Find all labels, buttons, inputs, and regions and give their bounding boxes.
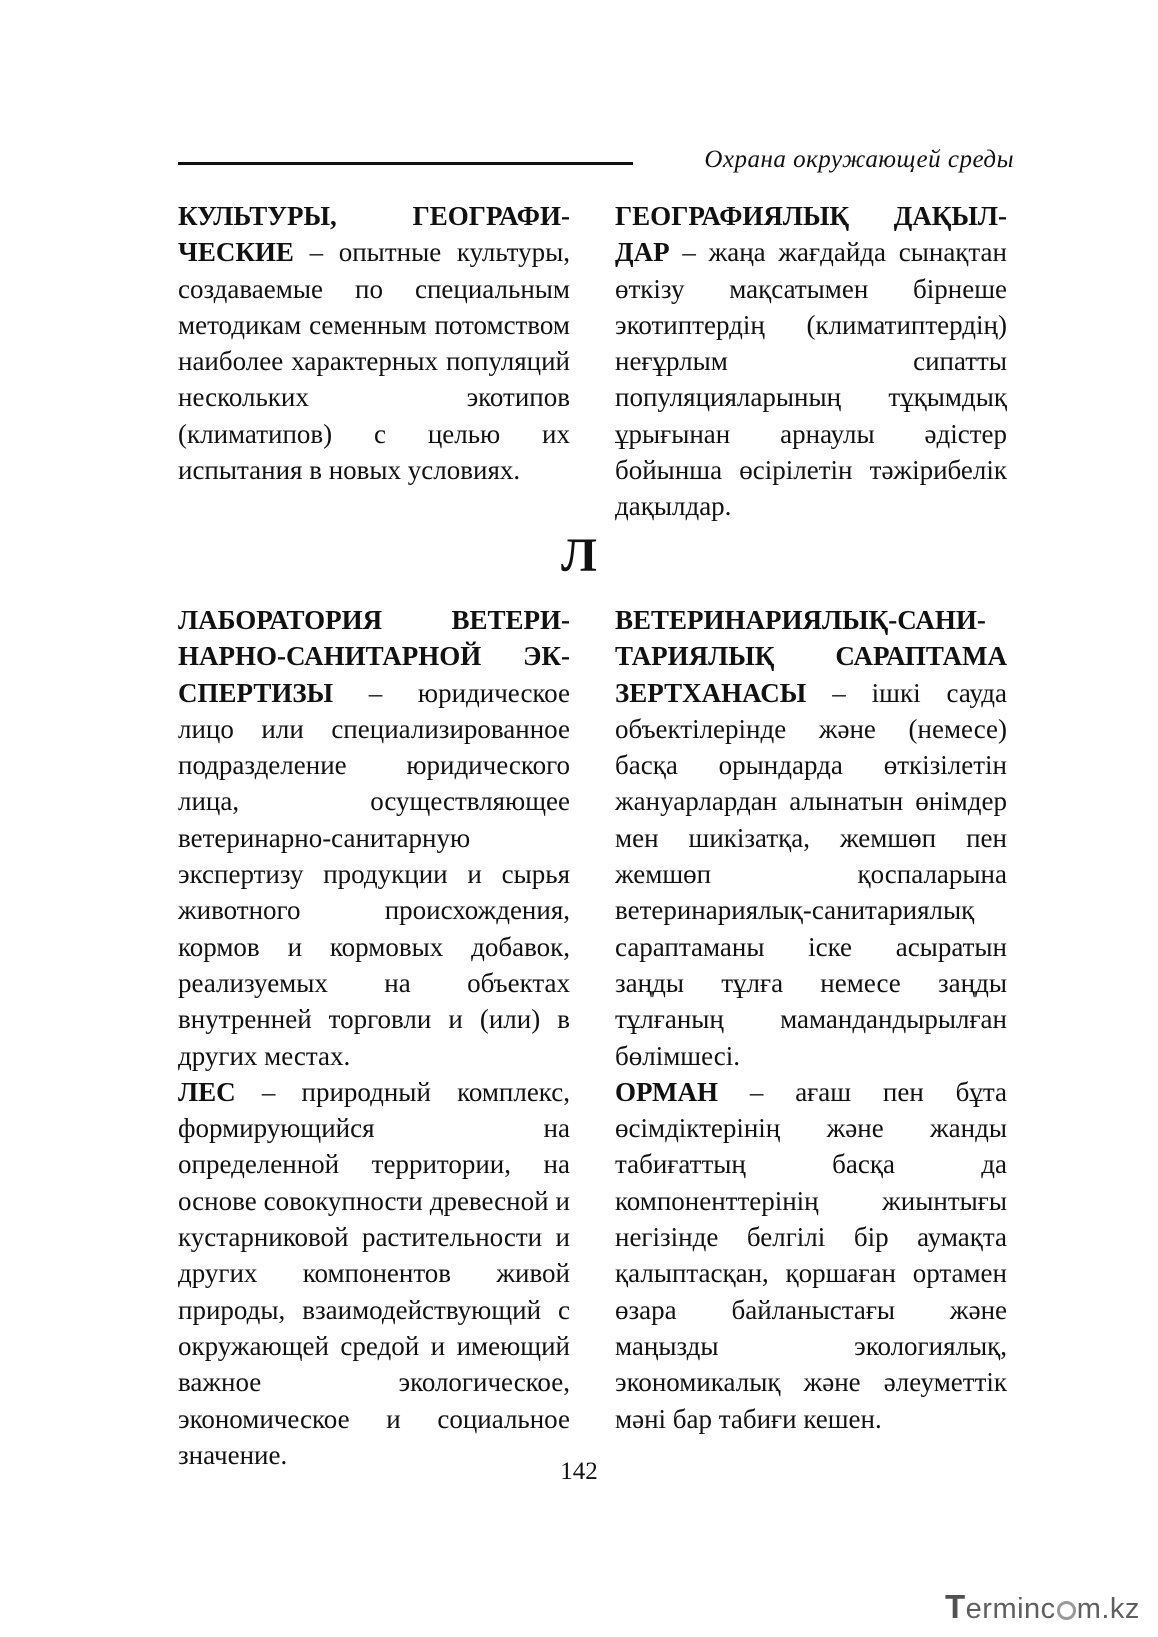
entry-veterinariyalyk bbox=[615, 602, 1007, 1074]
entry-orman bbox=[615, 1074, 1007, 1437]
entry-term: ВЕТЕРИНАРИЯЛЫҚ-САНИТАРИЯЛЫҚ САРАПТАМА ЗЕРТХАНАСЫ bbox=[615, 605, 1007, 708]
entry-term: ЛЕС bbox=[178, 1076, 236, 1107]
entry-definition: – жаңа жағдайда сынақтан өткізу мақсатымен бірнеше экотиптердің (климатиптердің) неғұрлым сипатты популяцияларының тұқымдық ұрығынан арнаулы әдістер бойынша өсірілетін тәжірибелік дақылдар. bbox=[615, 237, 1007, 522]
column-right bbox=[615, 602, 1007, 1437]
watermark-end: m.kz bbox=[1076, 1593, 1140, 1625]
running-header bbox=[178, 146, 1014, 182]
column-left bbox=[178, 602, 570, 1473]
entry-definition: – ішкі сауда объектілерінде және (немесе) басқа орындарда өткізілетін жануарлардан алынатын өнімдер мен шикізатқа, жемшөп пен жемшөп қоспаларына ветеринариялық-санитариялық сараптаманы іске асыратын заңды тұлға немесе заңды тұлғаның мамандандырылған бөлімшесі. bbox=[615, 677, 1007, 1071]
entry-laboratoriya bbox=[178, 602, 570, 1074]
entry-kultury bbox=[178, 198, 570, 488]
page-number: 142 bbox=[560, 1458, 598, 1485]
entry-les bbox=[178, 1074, 570, 1473]
entry-definition: – ағаш пен бұта өсімдіктерінің және жанды табиғаттың басқа да компоненттерінің жиынтығы негізінде белгілі бір аумақта қалыптасқан, қоршаған ортамен өзара байланыстағы және маңызды экологиялық, экономикалық және әлеуметтік мәні бар табиғи кешен. bbox=[615, 1076, 1007, 1434]
watermark-initial: T bbox=[945, 1588, 966, 1625]
entry-definition: – опытные культуры, создаваемые по специальным методикам семенным потомством наиболее характерных популяций нескольких экотипов (климатипов) с целью их испытания в новых условиях. bbox=[178, 237, 570, 486]
letter-heading: Л bbox=[561, 529, 597, 582]
entry-term: ОРМАН bbox=[615, 1076, 718, 1107]
column-left bbox=[178, 198, 570, 488]
column-right bbox=[615, 198, 1007, 525]
entry-geografiyalyk bbox=[615, 198, 1007, 525]
header-rule bbox=[178, 162, 633, 165]
entry-term: ЛАБОРАТОРИЯ ВЕТЕРИНАРНО-САНИТАРНОЙ ЭКСПЕРТИЗЫ bbox=[178, 605, 570, 708]
running-title: Охрана окружающей среды bbox=[704, 146, 1014, 173]
entry-term: ГЕОГРАФИЯЛЫҚ ДАҚЫЛДАР bbox=[615, 201, 1007, 268]
entry-definition: – юридическое лицо или специализированное подразделение юридического лица, осуществляющее ветеринарно-санитарную экспертизу продукции и сырья животного происхождения, кормов и кормовых добавок, реализуемых на объектах внутренней торговли и (или) в других местах. bbox=[178, 677, 570, 1071]
entry-definition: – природный комплекс, формирующийся на определенной территории, на основе совокупности древесной и кустарниковой растительности и других компонентов живой природы, взаимодействующий с окружающей средой и имеющий важное экологическое, экономическое и социальное значение. bbox=[178, 1076, 570, 1470]
watermark-ring-icon bbox=[1057, 1601, 1076, 1620]
watermark-middle: erminc bbox=[965, 1593, 1056, 1625]
watermark-logo bbox=[945, 1588, 1145, 1628]
entry-term: КУЛЬТУРЫ, ГЕОГРАФИЧЕСКИЕ bbox=[178, 201, 570, 268]
